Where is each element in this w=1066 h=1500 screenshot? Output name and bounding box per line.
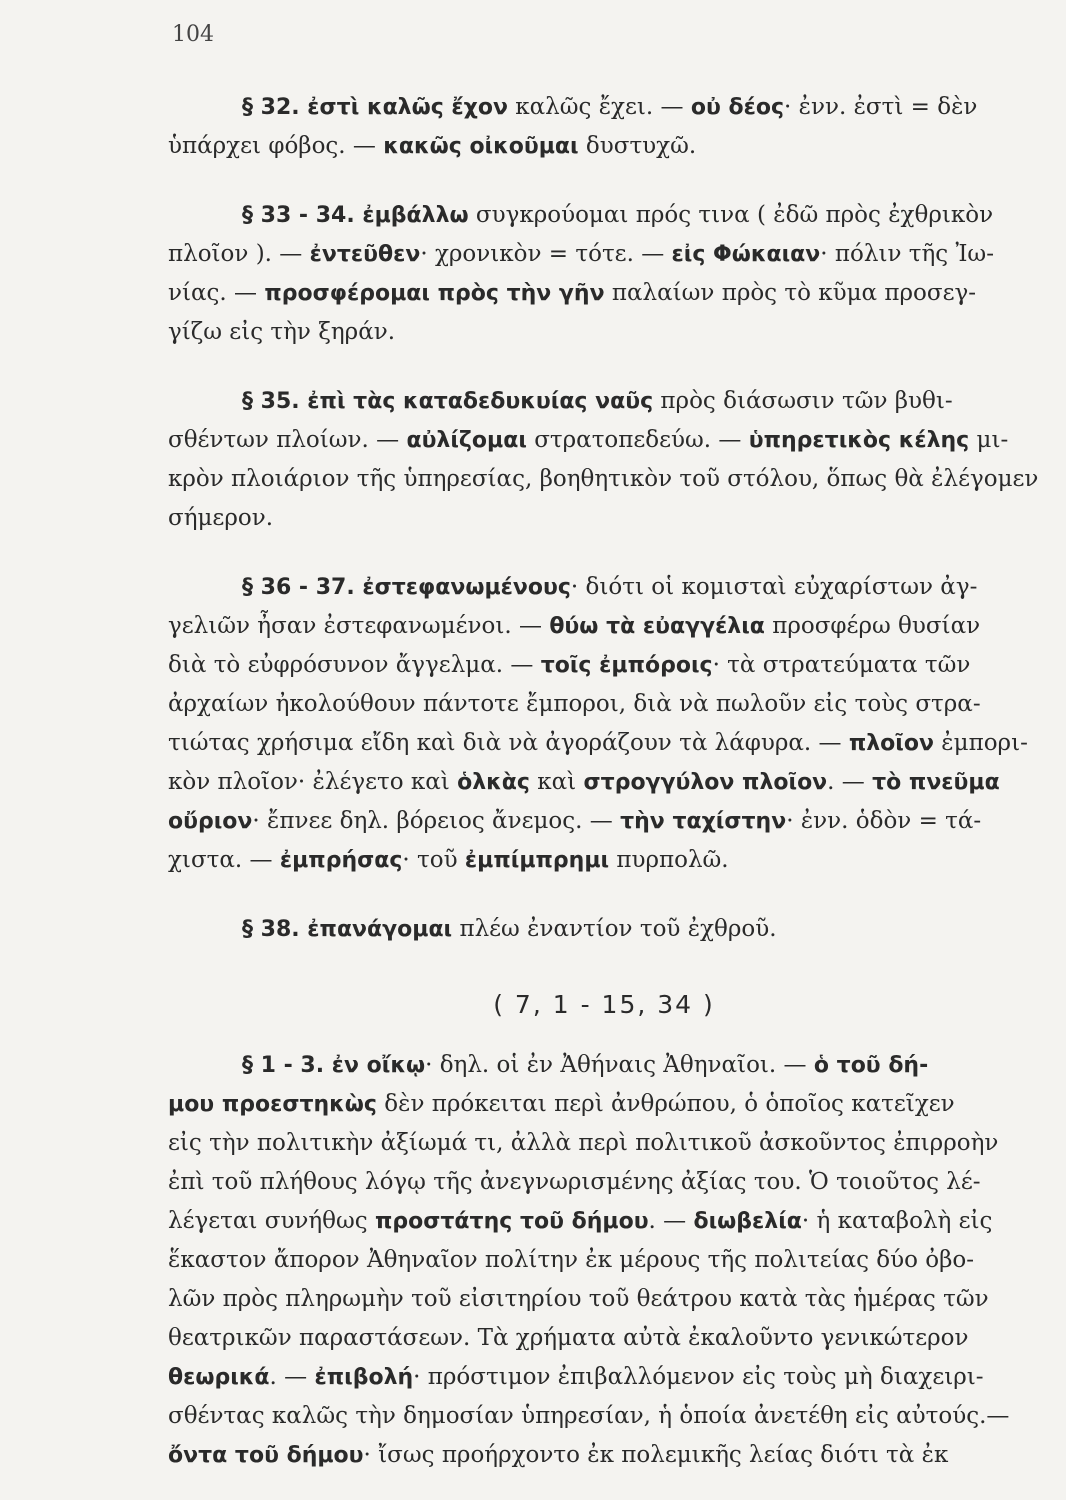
- bold-term: μου προεστηκὼς: [168, 1092, 377, 1117]
- section-paragraph: [168, 1046, 1040, 1475]
- text-line: [168, 274, 1040, 313]
- text-run: · ἔπνεε δηλ. βόρειος ἄνεμος. —: [252, 808, 621, 834]
- text-line: [168, 1046, 1040, 1085]
- bold-term: ὁ τοῦ δή-: [813, 1053, 929, 1078]
- text-run: διὰ τὸ εὐφρόσυνον ἄγγελμα. —: [168, 652, 541, 678]
- text-line: [168, 802, 1040, 841]
- text-run: γελιῶν ἦσαν ἐστεφανωμένοι. —: [168, 613, 550, 639]
- bold-term: οὐ δέος: [690, 95, 785, 120]
- text-line: [168, 1163, 1040, 1202]
- text-line: [168, 421, 1040, 460]
- text-run: · τοῦ: [402, 847, 465, 873]
- text-run: δυστυχῶ.: [578, 133, 697, 159]
- bold-term: § 32. ἐστὶ καλῶς ἔχον: [242, 95, 508, 120]
- text-run: μι-: [969, 427, 1009, 453]
- text-run: ἐμπορι-: [933, 730, 1028, 756]
- text-run: πλέω ἐναντίον τοῦ ἐχθροῦ.: [452, 916, 777, 942]
- text-run: · ἐνν. ἐστὶ = δὲν: [784, 94, 978, 120]
- text-line: [168, 1280, 1040, 1319]
- text-run: ὑπάρχει φόβος. —: [168, 133, 384, 159]
- text-line: [168, 196, 1040, 235]
- text-line: [168, 1241, 1040, 1280]
- bold-term: ἐντεῦθεν: [309, 242, 421, 267]
- text-run: δὲν πρόκειται περὶ ἀνθρώπου, ὁ ὁποῖος κατεῖχεν: [376, 1091, 955, 1117]
- text-line: [168, 1202, 1040, 1241]
- text-line: [168, 841, 1040, 880]
- text-line: [168, 724, 1040, 763]
- text-run: · ἐνν. ὁδὸν = τά-: [786, 808, 982, 834]
- text-run: πλοῖον ). —: [168, 241, 310, 267]
- bold-term: ἐμπρήσας: [279, 848, 403, 873]
- text-line: [168, 235, 1040, 274]
- bold-term: τοῖς ἐμπόροις: [540, 653, 713, 678]
- text-run: λῶν πρὸς πληρωμὴν τοῦ εἰσιτηρίου τοῦ θεάτρου κατὰ τὰς ἡμέρας τῶν: [168, 1286, 989, 1312]
- text-run: ἐπὶ τοῦ πλήθους λόγῳ τῆς ἀνεγνωρισμένης ἀξίας του. Ὁ τοιοῦτος λέ-: [168, 1169, 981, 1195]
- text-run: προσφέρω θυσίαν: [764, 613, 981, 639]
- text-line: [168, 763, 1040, 802]
- text-line: [168, 607, 1040, 646]
- text-line: [168, 1085, 1040, 1124]
- text-line: [168, 1319, 1040, 1358]
- text-line: [168, 568, 1040, 607]
- text-run: κὸν πλοῖον· ἐλέγετο καὶ: [168, 769, 458, 795]
- text-run: ἀρχαίων ἠκολούθουν πάντοτε ἔμποροι, διὰ νὰ πωλοῦν εἰς τοὺς στρα-: [168, 691, 981, 717]
- bold-term: θύω τὰ εὐαγγέλια: [549, 614, 765, 639]
- text-run: · πρόστιμον ἐπιβαλλόμενον εἰς τοὺς μὴ διαχειρι-: [413, 1364, 984, 1390]
- text-line: [168, 1436, 1040, 1475]
- text-run: τιώτας χρήσιμα εἴδη καὶ διὰ νὰ ἀγοράζουν τὰ λάφυρα. —: [168, 730, 849, 756]
- text-line: [168, 499, 1040, 538]
- text-run: καὶ: [529, 769, 584, 795]
- section-paragraph: [168, 568, 1040, 880]
- text-run: λέγεται συνήθως: [168, 1208, 375, 1234]
- bold-term: ὁλκὰς: [457, 770, 530, 795]
- bold-term: ἐμπίμπρημι: [464, 848, 610, 873]
- text-line: [168, 1358, 1040, 1397]
- text-run: νίας. —: [168, 280, 265, 306]
- text-run: χιστα. —: [168, 847, 280, 873]
- text-run: γίζω εἰς τὴν ξηράν.: [168, 319, 396, 345]
- text-run: · διότι οἱ κομισταὶ εὐχαρίστων ἀγ-: [570, 574, 978, 600]
- bold-term: αὐλίζομαι: [406, 428, 527, 453]
- text-run: στρατοπεδεύω. —: [526, 427, 749, 453]
- bold-term: ἐπιβολή: [314, 1365, 414, 1390]
- text-line: [168, 1397, 1040, 1436]
- chapter-heading: ( 7, 1 - 15, 34 ): [493, 990, 715, 1019]
- text-line: [168, 460, 1040, 499]
- section-paragraph: [168, 382, 1040, 538]
- bold-term: § 36 - 37. ἐστεφανωμένους: [242, 575, 571, 600]
- bold-term: § 35. ἐπὶ τὰς καταδεδυκυίας ναῦς: [242, 389, 654, 414]
- bold-term: § 38. ἐπανάγομαι: [242, 917, 453, 942]
- text-run: ἕκαστον ἄπορον Ἀθηναῖον πολίτην ἐκ μέρους τῆς πολιτείας δύο ὀβο-: [168, 1247, 975, 1273]
- text-line: [168, 1124, 1040, 1163]
- text-line: [168, 910, 1040, 949]
- text-run: · τὰ στρατεύματα τῶν: [712, 652, 971, 678]
- document-body: [168, 88, 1040, 1475]
- bold-term: § 33 - 34. ἐμβάλλω: [242, 203, 469, 228]
- text-line: [168, 88, 1040, 127]
- commentary-sections-part1: [168, 88, 1040, 949]
- text-run: σθέντων πλοίων. —: [168, 427, 407, 453]
- section-paragraph: [168, 88, 1040, 166]
- bold-term: στρογγύλον πλοῖον: [583, 770, 828, 795]
- text-run: συγκρούομαι πρός τινα ( ἐδῶ πρὸς ἐχθρικὸν: [468, 202, 994, 228]
- text-run: κρὸν πλοιάριον τῆς ὑπηρεσίας, βοηθητικὸν τοῦ στόλου, ὅπως θὰ ἐλέγομεν: [168, 466, 1039, 492]
- bold-term: οὔριον: [168, 809, 253, 834]
- page-number: 104: [172, 22, 214, 47]
- text-run: · δηλ. οἱ ἐν Ἀθήναις Ἀθηναῖοι. —: [425, 1052, 814, 1078]
- text-line: [168, 646, 1040, 685]
- text-run: . —: [269, 1364, 315, 1390]
- text-run: θεατρικῶν παραστάσεων. Τὰ χρήματα αὐτὰ ἐκαλοῦντο γενικώτερον: [168, 1325, 969, 1351]
- text-run: σθέντας καλῶς τὴν δημοσίαν ὑπηρεσίαν, ἡ ὁποία ἀνετέθη εἰς αὐτούς.—: [168, 1403, 1010, 1429]
- text-run: . —: [827, 769, 873, 795]
- bold-term: ὄντα τοῦ δήμου: [168, 1443, 364, 1468]
- bold-term: τὴν ταχίστην: [620, 809, 787, 834]
- text-run: εἰς τὴν πολιτικὴν ἀξίωμά τι, ἀλλὰ περὶ πολιτικοῦ ἀσκοῦντος ἐπιρροὴν: [168, 1130, 999, 1156]
- bold-term: ὑπηρετικὸς κέλης: [748, 428, 970, 453]
- bold-term: διωβελία: [693, 1209, 802, 1234]
- bold-term: εἰς Φώκαιαν: [671, 242, 821, 267]
- text-run: · πόλιν τῆς Ἰω-: [820, 241, 994, 267]
- text-run: . —: [648, 1208, 694, 1234]
- bold-term: προστάτης τοῦ δήμου: [374, 1209, 649, 1234]
- bold-term: θεωρικά: [168, 1365, 270, 1390]
- bold-term: προσφέρομαι πρὸς τὴν γῆν: [264, 281, 605, 306]
- text-line: [168, 382, 1040, 421]
- commentary-sections-part2: [168, 1046, 1040, 1475]
- section-paragraph: [168, 196, 1040, 352]
- text-run: · ἡ καταβολὴ εἰς: [801, 1208, 993, 1234]
- bold-term: τὸ πνεῦμα: [872, 770, 1000, 795]
- text-run: σήμερον.: [168, 505, 274, 531]
- text-run: · χρονικὸν = τότε. —: [420, 241, 672, 267]
- bold-term: κακῶς οἰκοῦμαι: [383, 134, 579, 159]
- text-run: παλαίων πρὸς τὸ κῦμα προσεγ-: [604, 280, 977, 306]
- text-line: [168, 685, 1040, 724]
- section-paragraph: [168, 910, 1040, 949]
- text-run: · ἴσως προήρχοντο ἐκ πολεμικῆς λείας διότι τὰ ἐκ: [363, 1442, 949, 1468]
- text-line: [168, 127, 1040, 166]
- text-run: καλῶς ἔχει. —: [507, 94, 691, 120]
- text-line: [168, 313, 1040, 352]
- text-run: πυρπολῶ.: [609, 847, 729, 873]
- bold-term: § 1 - 3. ἐν οἴκῳ: [242, 1053, 426, 1078]
- bold-term: πλοῖον: [848, 731, 934, 756]
- text-run: πρὸς διάσωσιν τῶν βυθι-: [653, 388, 953, 414]
